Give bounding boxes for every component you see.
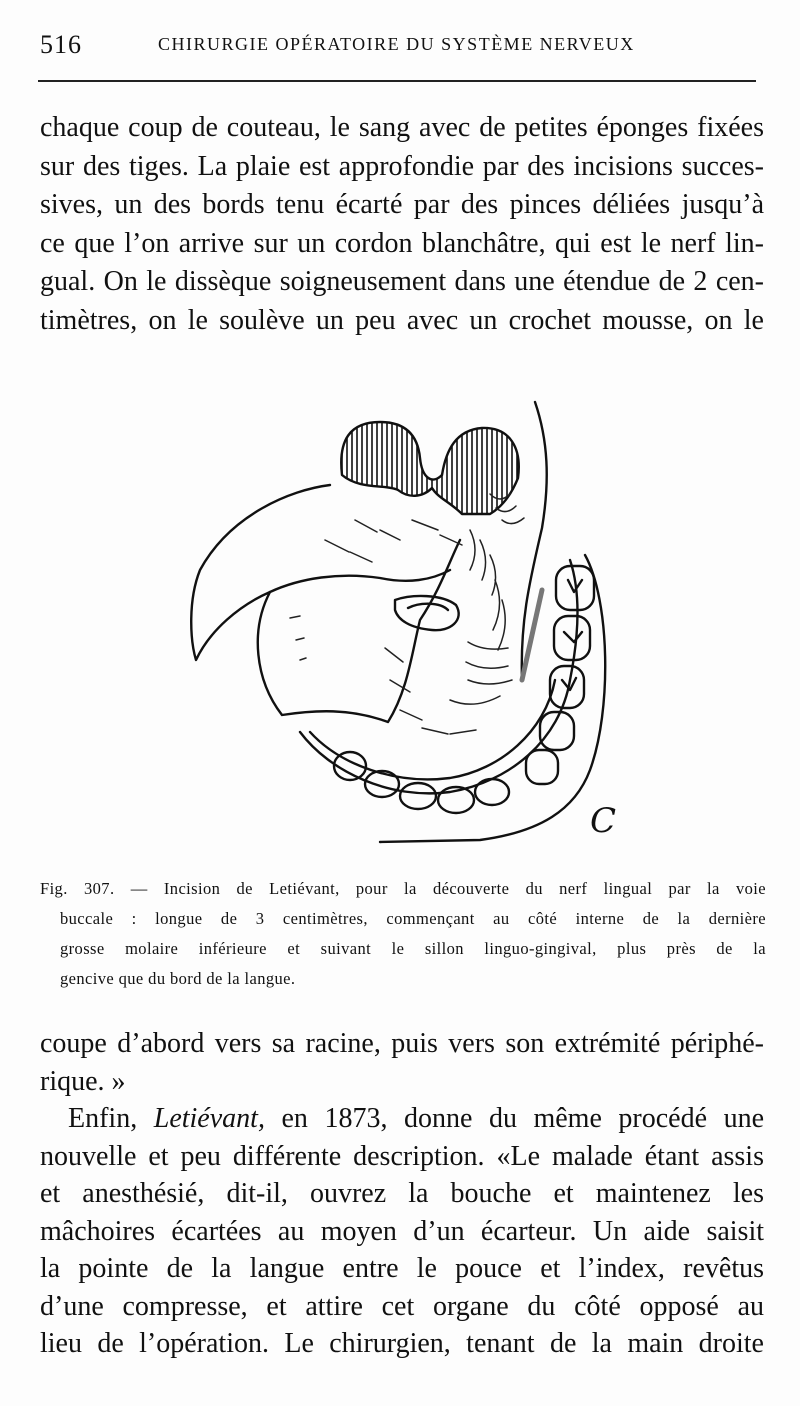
text-span: Enfin,	[68, 1103, 154, 1134]
header-rule	[38, 80, 756, 82]
molar	[526, 750, 558, 784]
text-line: d’une compresse, et attire cet organe du côté opposé au	[40, 1290, 764, 1322]
artist-signature: C	[590, 801, 617, 841]
tooth	[475, 779, 509, 805]
text-line: et anesthésié, dit-il, ouvrez la bouche et maintenez les	[40, 1178, 764, 1209]
running-title: CHIRURGIE OPÉRATOIRE DU SYSTÈME NERVEUX	[158, 34, 635, 54]
caption-line: Fig. 307. — Incision de Letiévant, pour la découverte du nerf lingual par la voie	[40, 879, 766, 898]
incision-line	[522, 590, 542, 680]
text-line: sur des tiges. La plaie est approfondie par des incisions succes-	[40, 150, 764, 182]
page-number: 516	[40, 30, 82, 59]
text-line: la pointe de la langue entre le pouce et l’index, revêtus	[40, 1253, 764, 1284]
striped-tissue	[341, 422, 518, 514]
body-paragraph-top	[40, 109, 764, 340]
text-line: coupe d’abord vers sa racine, puis vers son extrémité périphé-	[40, 1028, 764, 1059]
author-name: Letiévant,	[153, 1103, 265, 1134]
anatomical-illustration	[150, 380, 650, 850]
text-line: timètres, on le soulève un peu avec un crochet mousse, on le	[40, 304, 764, 336]
caption-line: grosse molaire inférieure et suivant le sillon linguo-gingival, plus près de la	[60, 939, 766, 958]
text-line: rique. »	[40, 1065, 126, 1097]
text-line	[40, 1100, 764, 1138]
tooth	[400, 783, 436, 809]
finger	[395, 596, 459, 630]
text-span: en 1873, donne du même procédé une	[264, 1103, 764, 1134]
page-header	[40, 30, 760, 66]
text-line: lieu de l’opération. Le chirurgien, tenant de la main droite	[40, 1328, 764, 1359]
figure-caption	[40, 874, 766, 994]
text-line: sives, un des bords tenu écarté par des pinces déliées jusqu’à	[40, 189, 764, 220]
caption-line: buccale : longue de 3 centimètres, commençant au côté interne de la dernière	[60, 909, 766, 928]
tooth	[365, 771, 399, 797]
text-line: ce que l’on arrive sur un cordon blanchâtre, qui est le nerf lin-	[40, 227, 764, 259]
text-line: mâchoires écartées au moyen d’un écarteur. Un aide saisit	[40, 1215, 764, 1247]
body-paragraph-bottom	[40, 1025, 764, 1363]
text-line: chaque coup de couteau, le sang avec de petites éponges fixées	[40, 112, 764, 143]
caption-line: gencive que du bord de la langue.	[60, 969, 296, 988]
text-line: gual. On le dissèque soigneusement dans une étendue de 2 cen-	[40, 266, 764, 297]
text-line: nouvelle et peu différente description. «Le malade étant assis	[40, 1140, 764, 1172]
molar	[554, 616, 590, 660]
